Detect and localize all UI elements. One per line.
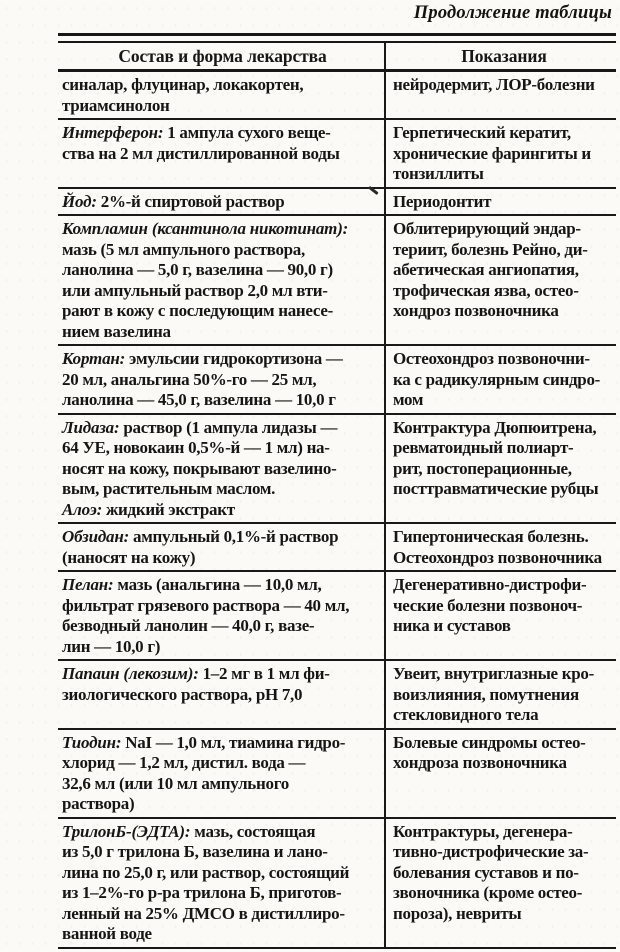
indication-line: нейродермит, ЛОР-болезни — [393, 75, 595, 94]
drug-name: Пелан: — [62, 575, 114, 594]
composition-cell — [58, 415, 386, 523]
indication-line: Контрактуры, дегенера- — [393, 821, 573, 841]
drug-name: Папаин (лекозим): — [62, 664, 199, 683]
table-row — [58, 120, 616, 189]
indication-line: воизлияния, помутнения — [393, 684, 579, 704]
composition-line: ленный на 25% ДМСО в дистиллиро- — [62, 903, 345, 923]
composition-line: Пелан: мазь (анальгина — 10,0 мл, — [62, 575, 322, 594]
composition-line: Тиодин: NaI — 1,0 мл, тиамина гидро- — [62, 732, 346, 752]
composition-line: нием вазелина — [62, 321, 171, 341]
drug-name: Кортан: — [62, 349, 126, 368]
composition-line: (наносят на кожу) — [62, 547, 196, 567]
composition-line: Интерферон: 1 ампула сухого веще- — [62, 123, 331, 142]
composition-line: лин — 10,0 г) — [62, 636, 161, 656]
indication-cell — [386, 415, 616, 523]
drug-name: Йод: — [62, 191, 97, 211]
indication-line: Остеохондроз позвоночни- — [393, 349, 590, 368]
table-row — [58, 216, 616, 346]
table-header-row — [58, 43, 616, 72]
indications-column-header: Показания — [461, 46, 547, 66]
composition-line: 64 УЕ, новокаин 0,5%-й — 1 мл) на- — [62, 438, 330, 457]
composition-line: 20 мл, анальгина 50%-го — 25 мл, — [62, 369, 317, 389]
medications-table — [58, 33, 616, 952]
composition-line: ланолина — 5,0 г, вазелина — 90,0 г) — [62, 260, 333, 279]
drug-name: Обзидан: — [62, 527, 130, 546]
indication-line: тонзиллиты — [393, 164, 484, 183]
composition-line: 32,6 мл (или 10 мл ампульного — [62, 773, 289, 793]
drug-name: Компламин (ксантинола никотинат): — [62, 219, 349, 238]
indication-cell — [386, 216, 616, 344]
composition-line: носят на кожу, покрывают вазелино- — [62, 458, 337, 478]
composition-cell — [58, 572, 386, 659]
indication-line: звоночника (кроме остео- — [393, 883, 583, 902]
composition-line: мазь (5 мл ампульного раствора, — [62, 239, 305, 259]
indication-cell — [386, 346, 616, 413]
indication-line: рит, постоперационные, — [393, 458, 572, 478]
table-row — [58, 72, 616, 120]
indication-cell — [386, 524, 616, 570]
indication-line: болевания суставов и по- — [393, 862, 579, 882]
drug-name: Интерферон: — [62, 123, 164, 142]
drug-name: Алоэ: — [62, 499, 103, 519]
composition-line: раствора) — [62, 794, 135, 813]
composition-line: Кортан: эмульсии гидрокортизона — — [62, 349, 343, 368]
composition-line: ТрилонБ-(ЭДТА): мазь, состоящая — [62, 821, 316, 841]
composition-cell — [58, 72, 386, 118]
composition-cell — [58, 216, 386, 344]
table-continuation-label: Продолжение таблицы — [413, 3, 612, 23]
composition-line: из 5,0 г трилона Б, вазелина и лано- — [62, 842, 328, 861]
indication-line: Контрактура Дюпюитрена, — [393, 417, 597, 437]
drug-name: ТрилонБ-(ЭДТА): — [62, 821, 191, 841]
table-row — [58, 661, 616, 730]
table-row — [58, 730, 616, 819]
table-row — [58, 189, 616, 217]
indication-line: тивно-дистрофические за- — [393, 842, 589, 861]
composition-line — [62, 219, 383, 240]
indication-line: пороза), невриты — [393, 903, 522, 923]
composition-line: безводный ланолин — 40,0 г, вазе- — [62, 616, 315, 635]
indication-line: Остеохондроз позвоночника — [393, 547, 602, 567]
composition-cell — [58, 661, 386, 728]
composition-line: хлорид — 1,2 мл, дистил. вода — — [62, 753, 306, 772]
indication-cell — [386, 572, 616, 659]
table-row — [58, 572, 616, 661]
table-body — [58, 72, 616, 947]
composition-cell — [58, 730, 386, 817]
composition-column-header: Состав и форма лекарства — [58, 43, 386, 69]
indication-line: стекловидного тела — [393, 705, 539, 724]
table-row — [58, 415, 616, 525]
composition-line: вым, растительным маслом. — [62, 479, 276, 498]
composition-line: лина по 25,0 г, или раствор, состоящий — [62, 862, 350, 882]
composition-cell — [58, 819, 386, 947]
composition-line: ства на 2 мл дистиллированной воды — [62, 143, 340, 163]
indication-line: Дегенеративно-дистрофи- — [393, 575, 587, 594]
composition-line: зиологического раствора, pH 7,0 — [62, 684, 303, 704]
indication-line: териит, болезнь Рейно, ди- — [393, 239, 588, 259]
table-bottom-border — [58, 947, 616, 952]
indication-cell — [386, 189, 616, 215]
drug-name: Лидаза: — [62, 417, 120, 437]
indication-line: хондроза позвоночника — [393, 753, 567, 772]
indication-line: Герпетический кератит, — [393, 123, 571, 142]
indication-line: мом — [393, 390, 424, 409]
table-row — [58, 524, 616, 572]
indication-line: Гипертоническая болезнь. — [393, 527, 589, 546]
indication-cell — [386, 730, 616, 817]
composition-cell — [58, 120, 386, 187]
indication-line: Периодонтит — [393, 191, 492, 211]
indication-line: абетическая ангиопатия, — [393, 260, 579, 279]
indication-line: хронические фарингиты и — [393, 143, 591, 163]
indication-cell — [386, 120, 616, 187]
composition-line: Папаин (лекозим): 1–2 мг в 1 мл фи- — [62, 664, 330, 683]
drug-name: Тиодин: — [62, 732, 122, 752]
composition-line: или ампульный раствор 2,0 мл вти- — [62, 280, 328, 300]
composition-line: синалар, флуцинар, локакортен, — [62, 75, 304, 94]
indication-line: ческие болезни позвоноч- — [393, 595, 583, 615]
table-row — [58, 819, 616, 947]
composition-line: Лидаза: раствор (1 ампула лидазы — — [62, 417, 338, 437]
composition-line: ланолина — 45,0 г, вазелина — 10,0 г — [62, 390, 336, 409]
composition-cell — [58, 189, 386, 215]
table-row — [58, 346, 616, 415]
indication-line: ника и суставов — [393, 616, 511, 635]
indication-line: посттравматические рубцы — [393, 479, 599, 498]
indication-cell — [386, 72, 616, 118]
composition-line: Обзидан: ампульный 0,1%-й раствор — [62, 527, 339, 546]
composition-line: рают в кожу с последующим нанесе- — [62, 301, 333, 320]
composition-line: Алоэ: жидкий экстракт — [62, 499, 235, 519]
composition-cell — [58, 524, 386, 570]
composition-line: Йод: 2%-й спиртовой раствор — [62, 191, 285, 211]
indication-line: Облитерирующий эндар- — [393, 219, 581, 238]
indication-line: Увеит, внутриглазные кро- — [393, 664, 594, 683]
composition-line: фильтрат грязевого раствора — 40 мл, — [62, 595, 350, 615]
table-top-border — [58, 33, 616, 43]
indication-cell — [386, 819, 616, 947]
composition-line: из 1–2%-го р-ра трилона Б, приготов- — [62, 883, 342, 902]
composition-cell — [58, 346, 386, 413]
indication-line: Болевые синдромы остео- — [393, 732, 586, 752]
indication-line: ка с радикулярным синдро- — [393, 369, 601, 389]
indication-line: трофическая язва, остео- — [393, 280, 579, 300]
indication-cell — [386, 661, 616, 728]
indication-line: ревматоидный полиарт- — [393, 438, 574, 457]
composition-line: триамсинолон — [62, 95, 170, 115]
indication-line: хондроз позвоночника — [393, 301, 559, 320]
composition-line: ванной воде — [62, 924, 152, 943]
